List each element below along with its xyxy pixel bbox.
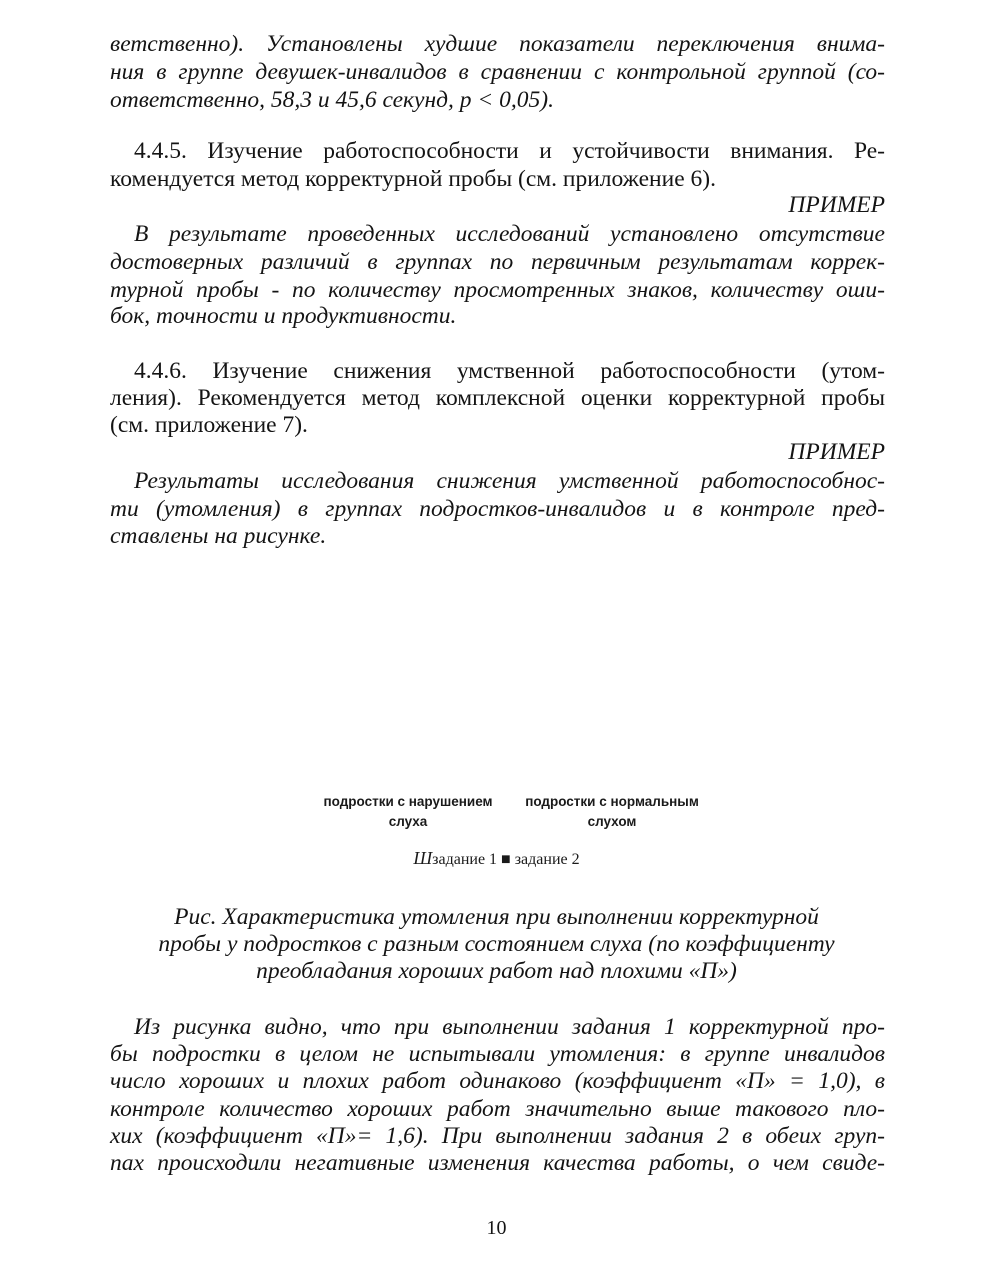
example-2-line: ставлены на рисунке. xyxy=(110,523,327,549)
paragraph-bottom-line: пах происходили негативные изменения качества работы, о чем свиде- xyxy=(110,1150,885,1176)
example-1-line: бок, точности и продуктивности. xyxy=(110,303,457,329)
legend-text-2: задание 2 xyxy=(514,851,580,868)
paragraph-top-line: ветственно). Установлены худшие показатели переключения внима- xyxy=(110,31,885,57)
section-446-heading: 4.4.6. Изучение снижения умственной работоспособности (утом- xyxy=(134,358,885,384)
section-446-line: ления). Рекомендуется метод комплексной оценки корректурной пробы xyxy=(110,385,885,411)
legend-text-1: задание 1 xyxy=(432,851,498,868)
paragraph-top-line: ответственно, 58,3 и 45,6 секунд, р < 0,05). xyxy=(110,87,554,113)
example-label: ПРИМЕР xyxy=(788,192,885,218)
paragraph-bottom-line: бы подростки в целом не испытывали утомления: в группе инвалидов xyxy=(110,1041,885,1067)
figure-caption-line: Рис. Характеристика утомления при выполнении корректурной xyxy=(174,904,819,930)
figure-caption-line: преобладания хороших работ над плохими «П») xyxy=(256,958,737,984)
paragraph-bottom-line: хих (коэффициент «П»= 1,6). При выполнении задания 2 в обеих груп- xyxy=(110,1123,885,1149)
page-number: 10 xyxy=(486,1217,507,1239)
legend-mark-1: Ш xyxy=(413,848,433,868)
figure-caption-line: пробы у подростков с разным состоянием слуха (по коэффициенту xyxy=(158,931,835,957)
example-1-line: достоверных различий в группах по первичным результатам коррек- xyxy=(110,249,885,275)
paragraph-bottom-line: число хороших и плохих работ одинаково (коэффициент «П» = 1,0), в xyxy=(110,1068,885,1094)
figure-legend xyxy=(0,848,993,869)
section-445-line: комендуется метод корректурной пробы (см. приложение 6). xyxy=(110,166,716,192)
paragraph-bottom-line: Из рисунка видно, что при выполнении задания 1 корректурной про- xyxy=(134,1014,885,1040)
example-2-line: Результаты исследования снижения умственной работоспособнос- xyxy=(134,468,885,494)
section-446-line: (см. приложение 7). xyxy=(110,412,308,438)
paragraph-top-line: ния в группе девушек-инвалидов в сравнении с контрольной группой (со- xyxy=(110,59,885,85)
example-1-line: В результате проведенных исследований установлено отсутствие xyxy=(134,221,885,247)
legend-mark-2: ■ xyxy=(501,851,511,868)
example-1-line: турной пробы - по количеству просмотренных знаков, количеству оши- xyxy=(110,277,885,303)
example-label: ПРИМЕР xyxy=(788,439,885,465)
figure-group-label-1: подростки с нарушением слуха xyxy=(323,794,493,829)
figure-group-label-2: подростки с нормальным слухом xyxy=(525,794,699,829)
example-2-line: ти (утомления) в группах подростков-инвалидов и в контроле пред- xyxy=(110,496,885,522)
section-445-heading: 4.4.5. Изучение работоспособности и устойчивости внимания. Ре- xyxy=(134,138,885,164)
paragraph-bottom-line: контроле количество хороших работ значительно выше такового пло- xyxy=(110,1096,885,1122)
